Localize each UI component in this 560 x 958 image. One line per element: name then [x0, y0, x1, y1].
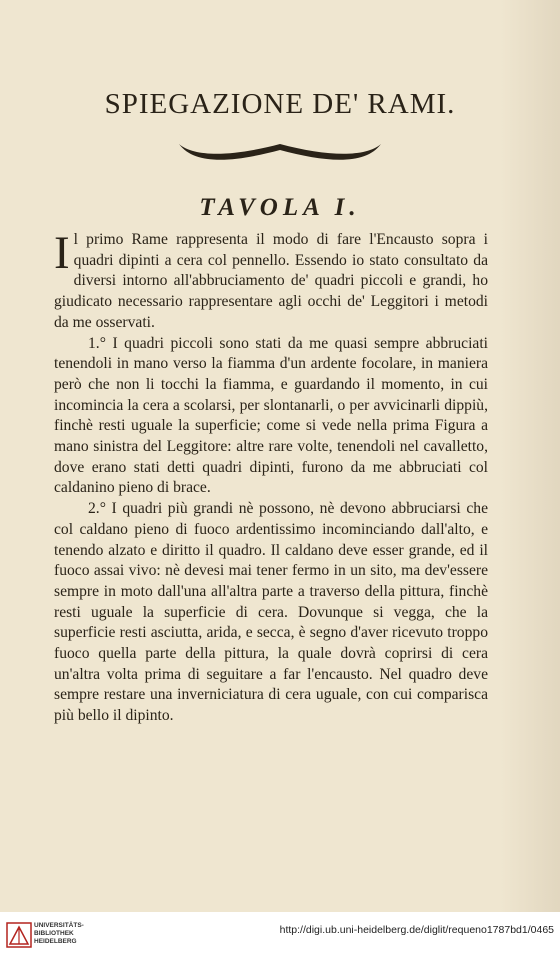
- library-name: UNIVERSITÄTS- BIBLIOTHEK HEIDELBERG: [34, 922, 84, 945]
- drop-cap: I: [54, 227, 70, 279]
- swash-ornament-icon: [175, 136, 385, 166]
- paragraph-1: 1.° I quadri piccoli sono stati da me quasi sempre abbruciati tenendoli in mano verso la fiamma d'un ardente focolare, in maniera però che non li tocchi la fiamma, e guardando il momento, in cui incomincia la cera a scolarsi, per slontanarli, o per avvicinarli dippiù, finchè resti uguale la superficie; come si vede nella prima Figura a mano sinistra del Leggitore: altre rare volte, tenendoli nel cavalletto, dove erano stati detti quadri dipinti, furono da me abbruciati col caldanino pieno di brace.: [54, 334, 488, 497]
- plate-heading: TAVOLA I.: [199, 194, 361, 221]
- university-library-logo-icon: [6, 922, 32, 948]
- permalink-url[interactable]: http://digi.ub.uni-heidelberg.de/diglit/requeno1787bd1/0465: [279, 924, 554, 936]
- viewer-footer: [0, 912, 560, 958]
- body-text: [54, 227, 488, 727]
- paragraph-intro: [54, 227, 488, 334]
- paragraph-2: 2.° I quadri più grandi nè possono, nè devono abbruciarsi che col caldano pieno di fuoco ardentissimo incominciando dall'alto, e tenendo alzato e diritto il quadro. Il caldano deve esser grande, ed il fuoco assai vivo: nè devesi mai tener fermo in un sito, ma dev'essere sempre in moto dall'una all'altra parte a traverso della pittura, finchè resti uguale la superficie di cera. Dovunque si vegga, che la superficie resti asciutta, arida, e secca, è segno d'aver ricevuto troppo fuoco quella parte della pittura, la quale dovrà coprirsi di cera un'altra volta prima di seguitare a far l'encausto. Nel quadro deve sempre restare una inverniciatura di cera uguale, con cui comparisca più bello il dipinto.: [54, 500, 488, 725]
- paragraph-intro-text: l primo Rame rappresenta il modo di fare l'Encausto sopra i quadri dipinti a cera col pennello. Essendo io stato consultato da diversi intorno all'abbruciamento de' quadri piccoli e grandi, ho giudicato necessario rappresentare agli occhi de' Leggitori i metodi da me osservati.: [54, 231, 488, 331]
- page-title: SPIEGAZIONE DE' RAMI.: [104, 88, 456, 120]
- page-edge-shadow: [500, 0, 560, 912]
